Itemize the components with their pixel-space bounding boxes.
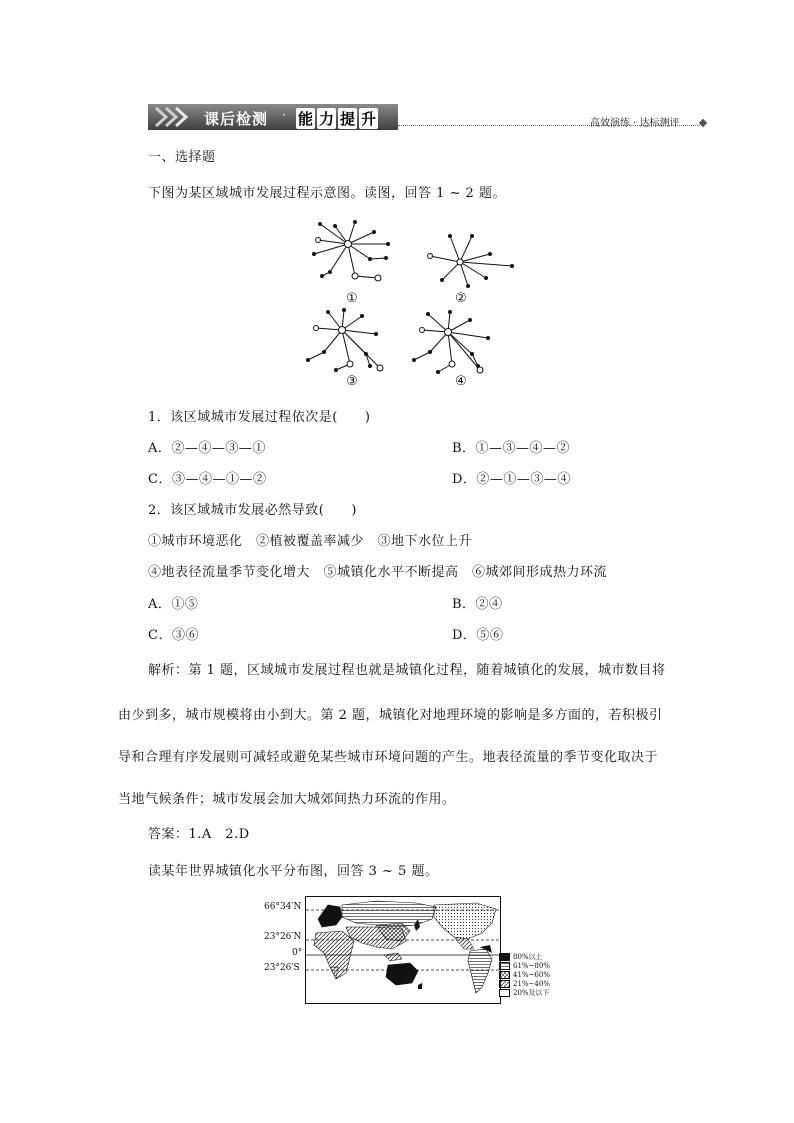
legend-swatch <box>499 971 510 979</box>
subtitle-char: 提 <box>340 110 356 128</box>
lat-label-tropic-capricorn: 23°26′S <box>264 963 300 973</box>
diamond-icon <box>699 119 707 127</box>
subtitle-char: 升 <box>361 110 377 128</box>
banner-title: 课后检测 <box>204 110 269 128</box>
legend-swatch <box>499 953 510 961</box>
legend-item: 21%~40% <box>499 979 555 988</box>
question-2-option-c: C．③⑥ <box>148 628 199 643</box>
world-urbanization-map <box>305 896 501 1004</box>
legend-swatch <box>499 962 510 970</box>
diagram-1 <box>314 222 388 278</box>
legend-swatch <box>499 989 510 997</box>
section-heading: 一、选择题 <box>148 150 216 165</box>
legend-swatch <box>499 980 510 988</box>
question-intro-1: 下图为某区域城市发展过程示意图。读图，回答 1 ~ 2 题。 <box>148 186 506 201</box>
chevron-arrows-icon <box>152 106 196 128</box>
answer-line: 答案：1.A 2.D <box>148 827 250 842</box>
question-2-option-a: A．①⑤ <box>148 597 199 612</box>
figure-label-4: ④ <box>455 374 468 389</box>
analysis-line-3: 导和合理有序发展则可减轻或避免某些城市环境问题的产生。地表径流量的季节变化取决于 <box>118 750 659 765</box>
diagram-3 <box>308 310 380 370</box>
figure-label-3: ③ <box>346 374 359 389</box>
question-1-option-b: B．①—③—④—② <box>452 441 571 456</box>
figure-label-2: ② <box>455 291 468 306</box>
question-1-option-d: D．②—①—③—④ <box>452 472 571 487</box>
question-2-option-d: D．⑤⑥ <box>452 628 504 643</box>
banner-separator: · <box>282 108 286 122</box>
question-2-statements-2: ④地表径流量季节变化增大 ⑤城镇化水平不断提高 ⑥城郊间形成热力环流 <box>148 565 608 580</box>
lat-label-tropic-cancer: 23°26′N <box>264 932 302 942</box>
map-legend <box>499 952 555 997</box>
analysis-line-2: 由少到多，城市规模将由小到大。第 2 题，城镇化对地理环境的影响是多方面的，若积极引 <box>118 708 663 723</box>
subtitle-char: 能 <box>298 110 314 128</box>
question-1-option-c: C．③—④—①—② <box>148 472 267 487</box>
question-1-stem: 1．该区域城市发展过程依次是( ) <box>148 410 371 425</box>
question-2-statements-1: ①城市环境恶化 ②植被覆盖率减少 ③地下水位上升 <box>148 534 473 549</box>
banner-subtitle <box>296 108 380 129</box>
header-right-label: 高效演练 · 达标测评 <box>590 118 680 129</box>
question-2-option-b: B．②④ <box>452 597 503 612</box>
legend-item: 41%~60% <box>499 970 555 979</box>
section-banner <box>148 104 398 130</box>
legend-item: 80%以上 <box>499 952 555 961</box>
city-development-figure <box>300 214 530 390</box>
world-map-graphic <box>306 897 500 1003</box>
lat-label-arctic: 66°34′N <box>264 902 302 912</box>
legend-item: 20%及以下 <box>499 988 555 997</box>
question-1-option-a: A．②—④—③—① <box>148 441 266 456</box>
analysis-line-4: 当地气候条件；城市发展会加大城郊间热力环流的作用。 <box>118 792 456 807</box>
lat-label-equator: 0° <box>292 948 303 958</box>
analysis-line-1: 解析：第 1 题，区域城市发展过程也就是城镇化过程，随着城镇化的发展，城市数目将 <box>148 663 666 678</box>
question-intro-2: 读某年世界城镇化水平分布图，回答 3 ~ 5 题。 <box>148 864 439 879</box>
figure-label-1: ① <box>346 291 359 306</box>
subtitle-char: 力 <box>319 110 335 128</box>
legend-item: 61%~80% <box>499 961 555 970</box>
question-2-stem: 2．该区域城市发展必然导致( ) <box>148 503 357 518</box>
